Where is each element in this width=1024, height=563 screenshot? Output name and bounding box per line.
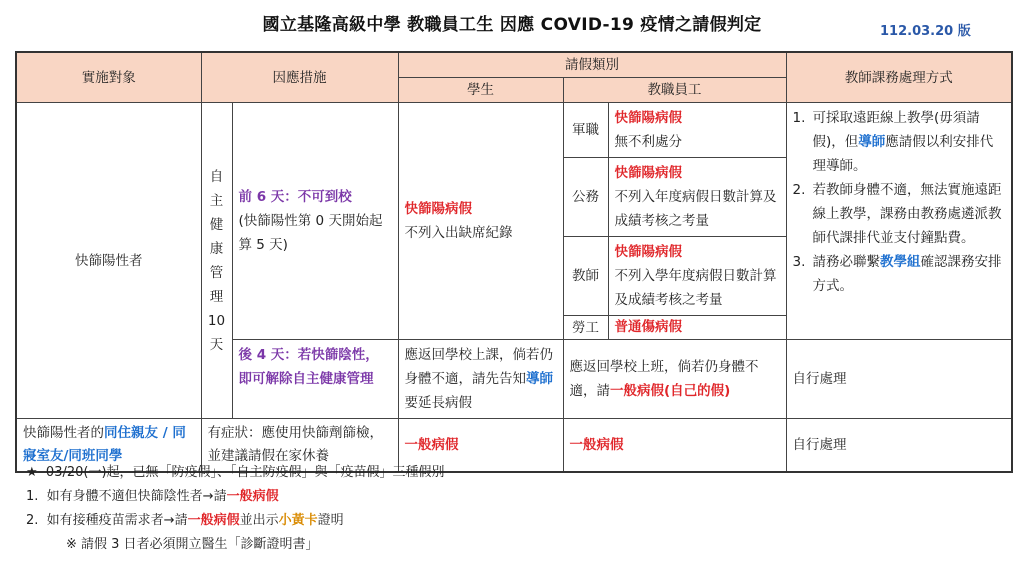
note-line-0: ★ 03/20(一)起，已無「防疫假」、「自主防疫假」與「疫苗假」三種假別 <box>26 465 445 480</box>
contact-student-leave: 一般病假 <box>398 419 563 473</box>
star-icon: ★ <box>26 465 38 480</box>
teacher-leave: 快篩陽病假 不列入學年度病假日數計算及成績考核之考量 <box>608 237 786 316</box>
teacher-class-handling: 1. 可採取遠距線上教學(毋須請假)，但導師應請假以利安排代理導師。 2. 若教師身體不適，無法實施遠距線上教學，課務由教務處遴派教師代課排代並支付鐘點費。 3. 請務必聯繫教學組確認課務安排方式。 <box>786 103 1012 340</box>
labor-label: 勞工 <box>563 316 608 340</box>
leave-policy-table <box>15 51 1013 473</box>
last-4-days-measure: 後 4 天：若快篩陰性，即可解除自主健康管理 <box>232 340 398 419</box>
target-positive: 快篩陽性者 <box>16 103 201 419</box>
header-student: 學生 <box>398 78 563 103</box>
note-line-1: 1. 如有身體不適但快篩陰性者→請一般病假 <box>26 489 279 504</box>
military-label: 軍職 <box>563 103 608 158</box>
self-health-management-label: 自 主 健 康 管 理 10 天 <box>201 103 232 419</box>
first-6-days-measure: 前 6 天：不可到校 (快篩陽性第 0 天開始起算 5 天) <box>232 103 398 340</box>
contact-class: 自行處理 <box>786 419 1012 473</box>
version-label: 112.03.20 版 <box>880 24 971 39</box>
header-measures: 因應措施 <box>201 52 398 103</box>
note-line-3: ※ 請假 3 日者必須開立醫生「診斷證明書」 <box>66 537 319 552</box>
class-last4: 自行處理 <box>786 340 1012 419</box>
header-staff: 教職員工 <box>563 78 786 103</box>
contact-measure: 有症狀：應使用快篩劑篩檢，並建議請假在家休養 <box>201 419 398 473</box>
header-teacher-class: 教師課務處理方式 <box>786 52 1012 103</box>
notes <box>26 461 445 557</box>
civil-label: 公務 <box>563 158 608 237</box>
teacher-label: 教師 <box>563 237 608 316</box>
labor-leave: 普通傷病假 <box>608 316 786 340</box>
student-last4-note: 應返回學校上課，倘若仍身體不適，請先告知導師要延長病假 <box>398 340 563 419</box>
military-leave: 快篩陽病假 無不利處分 <box>608 103 786 158</box>
page-title: 國立基隆高級中學 教職員工生 因應 COVID-19 疫情之請假判定 <box>262 15 762 35</box>
target-contact: 快篩陽性者的同住親友 / 同寢室友/同班同學 <box>16 419 201 473</box>
student-positive-leave: 快篩陽病假 不列入出缺席紀錄 <box>398 103 563 340</box>
header-leave-type: 請假類別 <box>398 52 786 78</box>
civil-leave: 快篩陽病假 不列入年度病假日數計算及成績考核之考量 <box>608 158 786 237</box>
header-target: 實施對象 <box>16 52 201 103</box>
note-line-2: 2. 如有接種疫苗需求者→請一般病假並出示小黃卡證明 <box>26 513 344 528</box>
contact-staff-leave: 一般病假 <box>563 419 786 473</box>
staff-last4-note: 應返回學校上班，倘若仍身體不適，請一般病假(自己的假) <box>563 340 786 419</box>
